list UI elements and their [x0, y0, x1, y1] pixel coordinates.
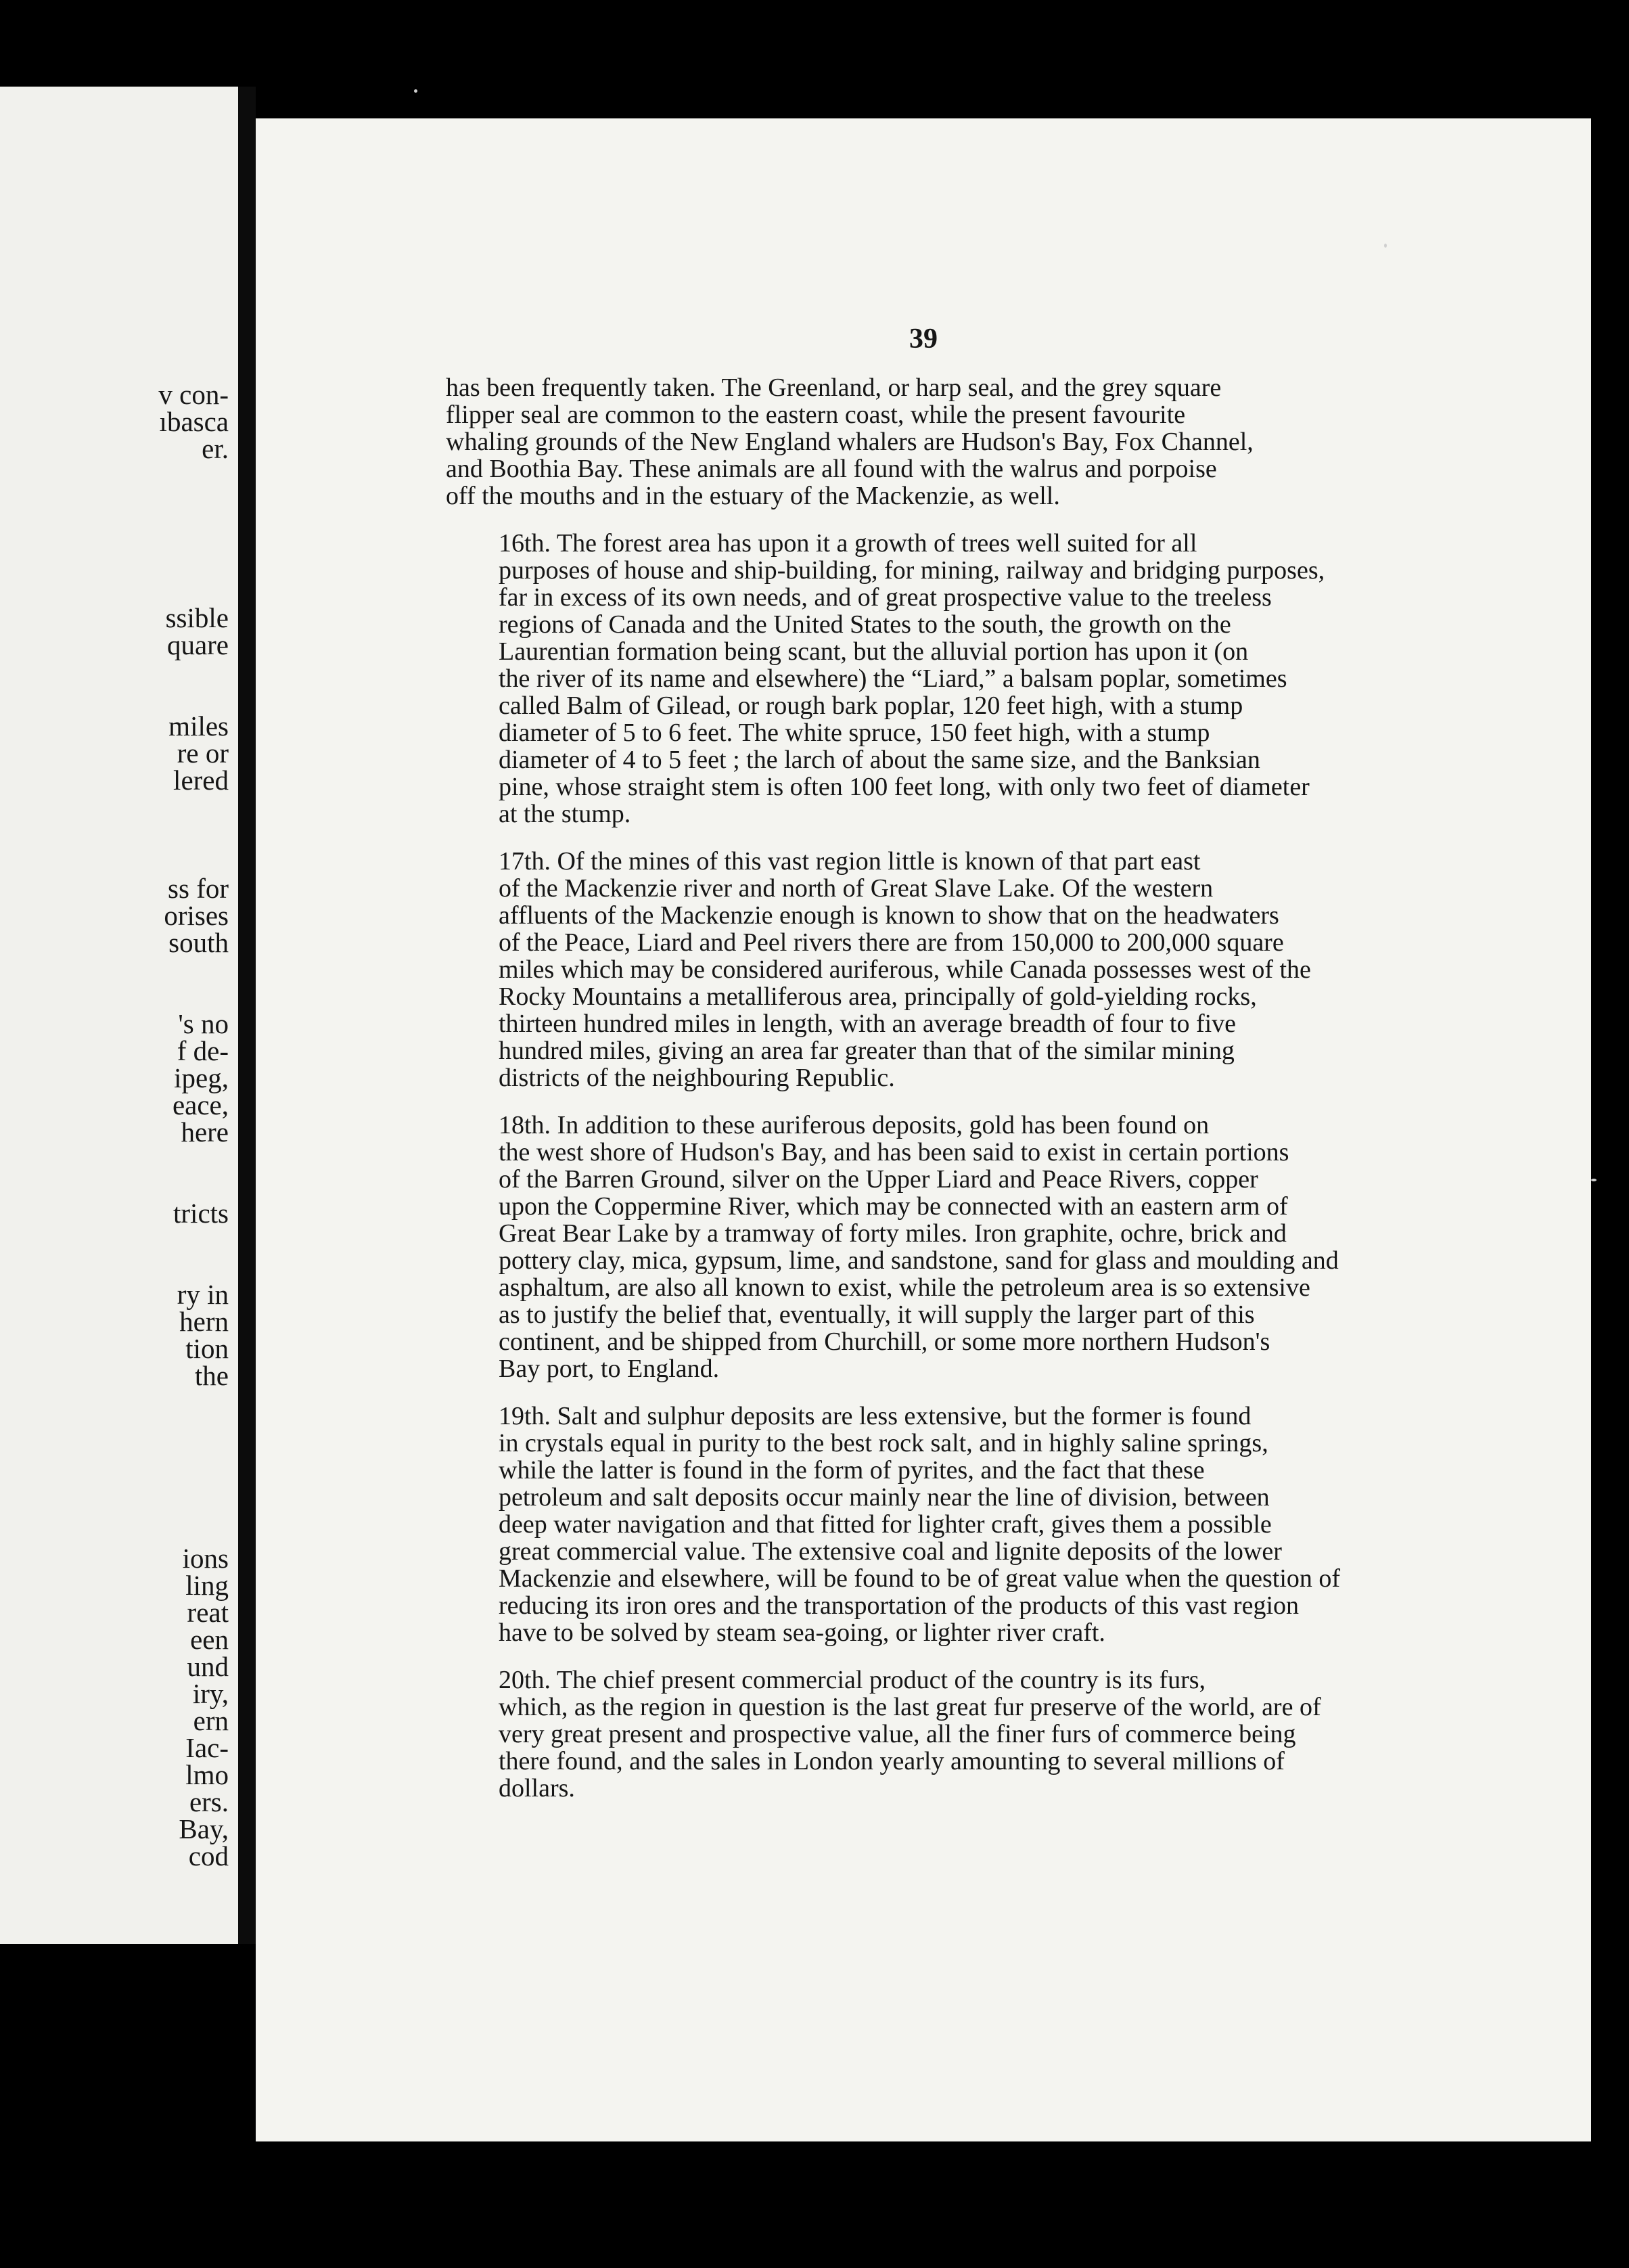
left-page-fragment: ers. [189, 1786, 229, 1817]
text-line: regions of Canada and the United States to the south, the growth on the [499, 610, 1231, 639]
text-line: thirteen hundred miles in length, with an average breadth of four to five [499, 1010, 1237, 1038]
text-line: 17th. Of the mines of this vast region little is known of that part east [499, 847, 1201, 876]
body-text [446, 374, 1396, 1802]
dust-speck [1384, 244, 1387, 248]
left-page-fragment: ling [185, 1570, 229, 1601]
left-page-fragment: miles [168, 710, 229, 742]
text-line: reducing its iron ores and the transportation of the products of this vast region [499, 1591, 1300, 1620]
left-page-fragment: und [187, 1651, 229, 1682]
text-line: diameter of 5 to 6 feet. The white spruce, 150 feet high, with a stump [499, 719, 1210, 747]
dust-speck [414, 89, 417, 93]
left-page-fragment: ssible [165, 602, 229, 633]
text-line: diameter of 4 to 5 feet ; the larch of about the same size, and the Banksian [499, 746, 1260, 774]
left-page-fragment: reat [187, 1597, 229, 1628]
text-line: of the Mackenzie river and north of Great Slave Lake. Of the western [499, 874, 1214, 903]
left-page-fragment: Iac- [185, 1732, 229, 1763]
left-page-fragment: tion [185, 1333, 229, 1364]
left-page-fragment: ions [182, 1543, 229, 1574]
left-page-fragment: Bay, [179, 1813, 229, 1844]
left-page-fragment: ıbasca [159, 406, 229, 437]
text-line: dollars. [499, 1774, 575, 1802]
left-page-fragment: the [194, 1360, 229, 1391]
text-line: Bay port, to England. [499, 1355, 720, 1383]
paragraph-16th [446, 530, 1396, 827]
text-line: Rocky Mountains a metalliferous area, principally of gold-yielding rocks, [499, 982, 1257, 1011]
left-page-fragment: orises [164, 900, 229, 931]
text-line: as to justify the belief that, eventually, it will supply the larger part of this [499, 1300, 1255, 1329]
text-line: flipper seal are common to the eastern coast, while the present favourite [446, 401, 1186, 429]
text-line: affluents of the Mackenzie enough is known to show that on the headwaters [499, 901, 1279, 930]
text-line: has been frequently taken. The Greenland, or harp seal, and the grey square [446, 373, 1222, 402]
left-page-fragment: ry in [177, 1279, 229, 1310]
text-line: whaling grounds of the New England whalers are Hudson's Bay, Fox Channel, [446, 428, 1254, 456]
text-line: petroleum and salt deposits occur mainly near the line of division, between [499, 1483, 1270, 1512]
text-line: and Boothia Bay. These animals are all found with the walrus and porpoise [446, 455, 1217, 483]
left-page-fragment: lered [173, 765, 229, 796]
left-page-fragment: ss for [168, 873, 229, 904]
left-page-fragment: lmo [185, 1759, 229, 1790]
text-line: pine, whose straight stem is often 100 feet long, with only two feet of diameter [499, 773, 1310, 801]
text-line: continent, and be shipped from Churchill, or some more northern Hudson's [499, 1328, 1270, 1356]
paragraph-20th [446, 1666, 1396, 1802]
text-line: at the stump. [499, 800, 631, 828]
text-line: there found, and the sales in London yearly amounting to several millions of [499, 1747, 1285, 1775]
text-line: called Balm of Gilead, or rough bark poplar, 120 feet high, with a stump [499, 691, 1243, 720]
left-page-fragment: re or [177, 738, 229, 769]
left-page-fragment: ern [193, 1705, 229, 1736]
text-line: 19th. Salt and sulphur deposits are less extensive, but the former is found [499, 1402, 1252, 1430]
text-line: of the Barren Ground, silver on the Upper Liard and Peace Rivers, copper [499, 1165, 1258, 1194]
paragraph-17th [446, 848, 1396, 1091]
left-page-fragment: eace, [172, 1089, 229, 1120]
paragraph-18th [446, 1112, 1396, 1382]
left-page-fragment: quare [166, 629, 229, 660]
text-line: 18th. In addition to these auriferous deposits, gold has been found on [499, 1111, 1210, 1139]
left-page-fragment: south [168, 927, 229, 958]
left-page-fragment: ipeg, [174, 1062, 229, 1093]
text-line: great commercial value. The extensive coal and lignite deposits of the lower [499, 1537, 1282, 1566]
text-line: Mackenzie and elsewhere, will be found to be of great value when the question of [499, 1564, 1341, 1593]
left-page-fragment: tricts [173, 1198, 229, 1229]
text-line: 16th. The forest area has upon it a growth of trees well suited for all [499, 529, 1197, 558]
dust-speck [1591, 1179, 1597, 1181]
text-line: districts of the neighbouring Republic. [499, 1064, 895, 1092]
text-line: off the mouths and in the estuary of the Mackenzie, as well. [446, 482, 1060, 510]
text-line: miles which may be considered auriferous, while Canada possesses west of the [499, 955, 1311, 984]
left-page-fragment: iry, [192, 1678, 229, 1709]
text-line: 20th. The chief present commercial product of the country is its furs, [499, 1666, 1206, 1694]
right-page [256, 118, 1591, 2141]
text-line: of the Peace, Liard and Peel rivers there are from 150,000 to 200,000 square [499, 928, 1284, 957]
text-line: hundred miles, giving an area far greater than that of the similar mining [499, 1037, 1235, 1065]
text-line: which, as the region in question is the last great fur preserve of the world, are of [499, 1693, 1321, 1721]
left-page-fragment: er. [202, 433, 229, 464]
page-number: 39 [909, 323, 938, 355]
left-page-fragment: een [190, 1624, 229, 1655]
text-line: the west shore of Hudson's Bay, and has been said to exist in certain portions [499, 1138, 1289, 1166]
text-line: deep water navigation and that fitted for lighter craft, gives them a possible [499, 1510, 1272, 1539]
paragraph-whaling [446, 374, 1396, 509]
left-page-fragment: here [181, 1116, 229, 1148]
text-line: the river of its name and elsewhere) the “Liard,” a balsam poplar, sometimes [499, 664, 1287, 693]
left-page-fragment: hern [179, 1306, 229, 1337]
text-line: Laurentian formation being scant, but the alluvial portion has upon it (on [499, 637, 1249, 666]
text-line: upon the Coppermine River, which may be connected with an eastern arm of [499, 1192, 1288, 1221]
text-line: while the latter is found in the form of pyrites, and the fact that these [499, 1456, 1205, 1484]
left-page-fragment: cod [188, 1840, 229, 1872]
book-gutter [238, 87, 256, 1944]
left-page-fragment: 's no [178, 1008, 229, 1039]
text-line: pottery clay, mica, gypsum, lime, and sandstone, sand for glass and moulding and [499, 1246, 1339, 1275]
text-line: Great Bear Lake by a tramway of forty miles. Iron graphite, ochre, brick and [499, 1219, 1287, 1248]
text-line: have to be solved by steam sea-going, or lighter river craft. [499, 1618, 1105, 1647]
text-line: far in excess of its own needs, and of great prospective value to the treeless [499, 583, 1272, 612]
text-line: in crystals equal in purity to the best rock salt, and in highly saline springs, [499, 1429, 1268, 1457]
paragraph-19th [446, 1403, 1396, 1646]
left-page-fragment: v con- [158, 379, 229, 410]
text-line: asphaltum, are also all known to exist, while the petroleum area is so extensive [499, 1273, 1310, 1302]
left-page-fragment: f de- [177, 1035, 229, 1066]
text-line: very great present and prospective value, all the finer furs of commerce being [499, 1720, 1296, 1748]
left-page-edge [0, 87, 238, 1944]
text-line: purposes of house and ship-building, for mining, railway and bridging purposes, [499, 556, 1325, 585]
